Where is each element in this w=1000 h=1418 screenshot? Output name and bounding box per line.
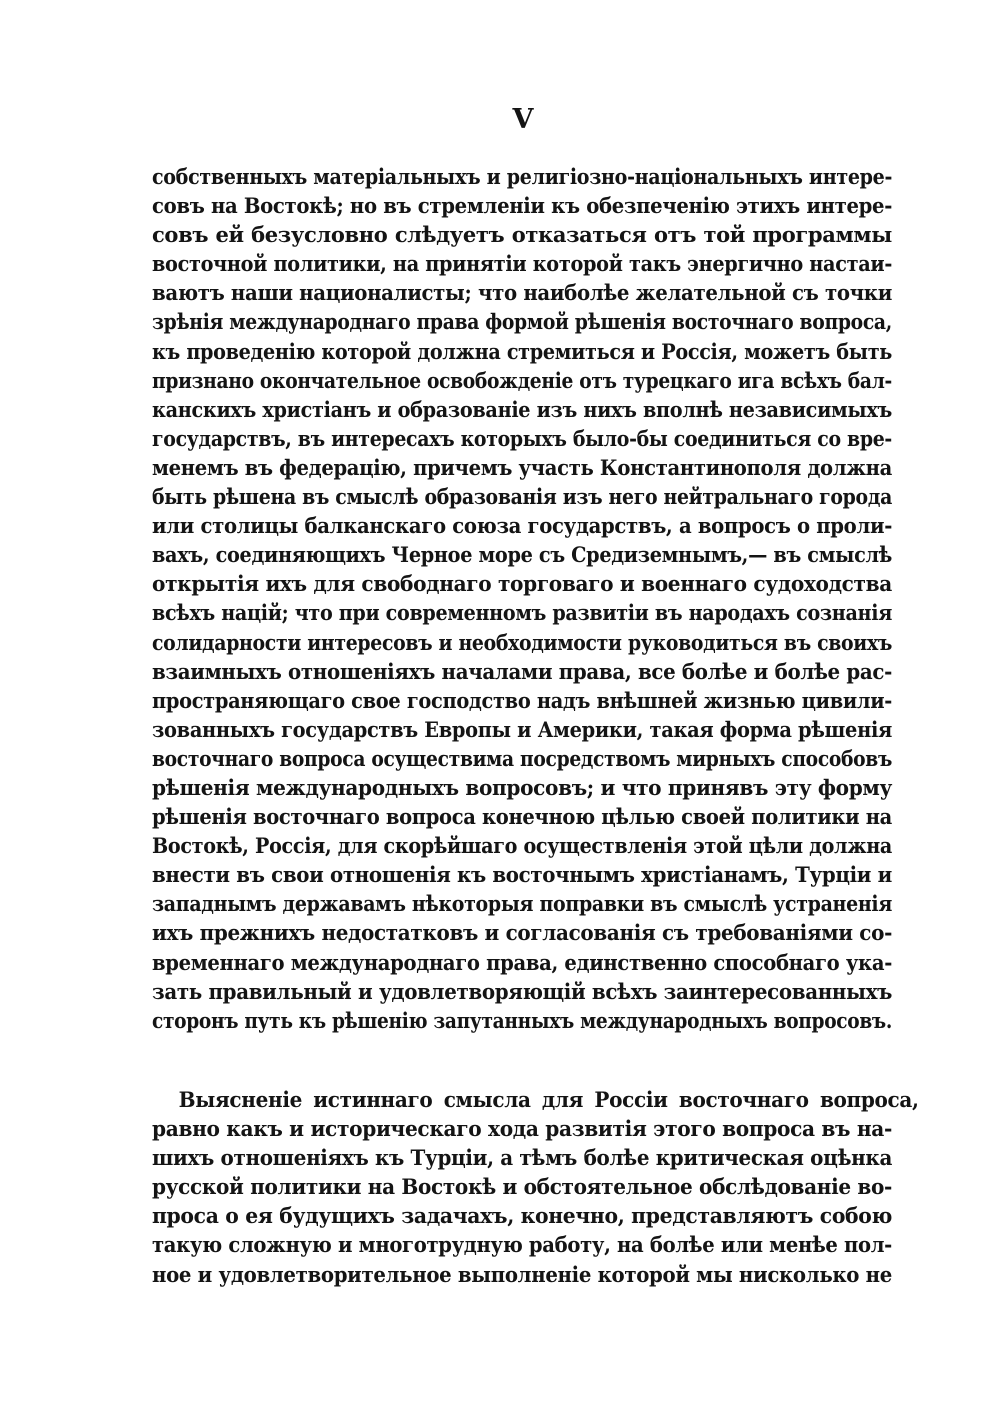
text-line: менемъ въ федерацію, причемъ участь Константинополя должна bbox=[152, 454, 893, 480]
text-line: ваютъ наши националисты; что наиболѣе желательной съ точки bbox=[152, 280, 893, 306]
text-line: рѣшенія восточнаго вопроса конечною цѣлью своей политики на bbox=[152, 804, 893, 830]
text-line: совъ на Востокѣ; но въ стремленіи къ обезпеченію этихъ интере- bbox=[152, 193, 893, 219]
text-line: восточной политики, на принятіи которой такъ энергично настаи- bbox=[152, 251, 893, 277]
text-line: собственныхъ матеріальныхъ и религіозно-національныхъ интере- bbox=[152, 164, 893, 189]
text-line: внести въ свои отношенія къ восточнымъ христіанамъ, Турціи и bbox=[152, 862, 892, 888]
paragraph-2 bbox=[152, 1085, 919, 1289]
text-line: или столицы балканскаго союза государствъ, а вопросъ о проли- bbox=[152, 513, 893, 539]
text-line: канскихъ христіанъ и образованіе изъ нихъ вполнѣ независимыхъ bbox=[152, 396, 892, 422]
text-line: ихъ прежнихъ недостатковъ и согласованія съ требованіями со- bbox=[152, 920, 893, 946]
text-line: открытія ихъ для свободнаго торговаго и военнаго судоходства bbox=[152, 571, 892, 597]
text-line: русской политики на Востокѣ и обстоятельное обслѣдованіе во- bbox=[152, 1174, 893, 1200]
text-line: восточнаго вопроса осуществима посредствомъ мирныхъ способовъ bbox=[152, 745, 892, 771]
paragraph-1 bbox=[152, 162, 892, 1035]
text-line: вахъ, соединяющихъ Черное море съ Средиземнымъ,— въ смыслѣ bbox=[152, 542, 892, 568]
text-line: сторонъ путь къ рѣшенію запутанныхъ международныхъ вопросовъ. bbox=[152, 1007, 893, 1033]
text-line: ное и удовлетворительное выполненіе которой мы нисколько не bbox=[152, 1261, 892, 1287]
text-line: зованныхъ государствъ Европы и Америки, такая форма рѣшенія bbox=[152, 716, 893, 742]
text-line: государствъ, въ интересахъ которыхъ было-бы соединиться со вре- bbox=[152, 425, 892, 451]
text-line: зрѣнія международнаго права формой рѣшенія восточнаго вопроса, bbox=[152, 309, 892, 335]
text-line: солидарности интересовъ и необходимости руководиться въ своихъ bbox=[152, 629, 893, 655]
text-line: Востокѣ, Россія, для скорѣйшаго осуществленія этой цѣли должна bbox=[152, 833, 893, 859]
text-line: шихъ отношеніяхъ къ Турціи, а тѣмъ болѣе критическая оцѣнка bbox=[152, 1145, 893, 1171]
text-line: западнымъ державамъ нѣкоторыя поправки въ смыслѣ устраненія bbox=[152, 891, 893, 917]
text-line: совъ ей безусловно слѣдуетъ отказаться отъ той программы bbox=[152, 222, 892, 248]
text-line: взаимныхъ отношеніяхъ началами права, все болѣе и болѣе рас- bbox=[152, 658, 892, 684]
text-line: такую сложную и многотрудную работу, на болѣе или менѣе пол- bbox=[152, 1232, 892, 1258]
text-line: къ проведенію которой должна стремиться и Россія, можетъ быть bbox=[152, 338, 892, 364]
text-line: Выясненіе истиннаго смысла для Россіи восточнаго вопроса, bbox=[178, 1087, 919, 1112]
text-line: равно какъ и историческаго хода развитія этого вопроса въ на- bbox=[152, 1116, 892, 1142]
text-line: временнаго международнаго права, единственно способнаго ука- bbox=[152, 949, 893, 975]
text-line: быть рѣшена въ смыслѣ образованія изъ него нейтральнаго города bbox=[152, 484, 893, 510]
text-line: рѣшенія международныхъ вопросовъ; и что принявъ эту форму bbox=[152, 774, 893, 800]
text-line: пространяющаго свое господство надъ внѣшней жизнью цивили- bbox=[152, 687, 892, 713]
text-line: проса о ея будущихъ задачахъ, конечно, представляютъ собою bbox=[152, 1203, 893, 1229]
text-line: признано окончательное освобожденіе отъ турецкаго ига всѣхъ бал- bbox=[152, 367, 892, 393]
text-line: всѣхъ націй; что при современномъ развитіи въ народахъ сознанія bbox=[152, 600, 893, 626]
page-number: V bbox=[512, 104, 534, 135]
text-line: зать правильный и удовлетворяющій всѣхъ заинтересованныхъ bbox=[152, 978, 893, 1004]
